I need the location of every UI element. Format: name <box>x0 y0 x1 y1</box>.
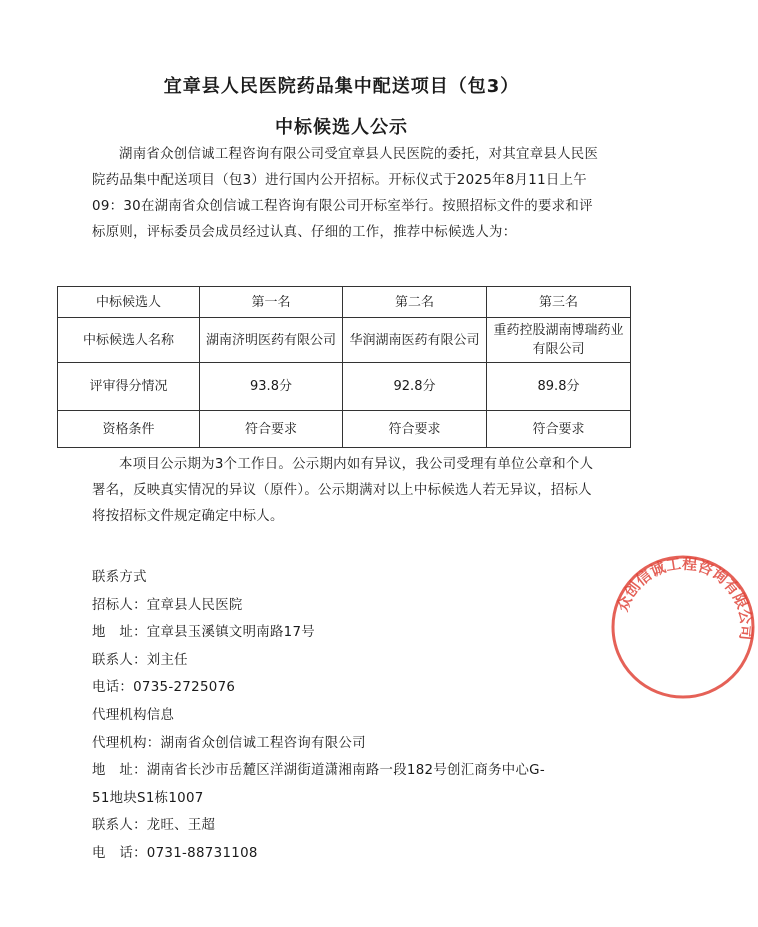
table-cell: 重药控股湖南博瑞药业有限公司 <box>487 318 631 363</box>
table-row <box>58 411 631 448</box>
table-cell: 中标候选人名称 <box>58 318 200 363</box>
table-row <box>58 363 631 411</box>
tenderer-address: 地 址：宜章县玉溪镇文明南路17号 <box>92 625 315 641</box>
table-cell: 89.8分 <box>487 363 631 411</box>
table-header-cell: 第一名 <box>200 287 343 318</box>
table-cell: 92.8分 <box>343 363 487 411</box>
table-cell: 资格条件 <box>58 411 200 448</box>
tenderer-contact-person: 联系人：刘主任 <box>92 652 188 668</box>
agency-contact-person: 联系人：龙旺、王超 <box>92 818 216 834</box>
table-cell: 评审得分情况 <box>58 363 200 411</box>
table-cell: 华润湖南医药有限公司 <box>343 318 487 363</box>
svg-text:众创信诚工程咨询有限公司: 众创信诚工程咨询有限公司 <box>613 554 756 641</box>
agency-address-line1: 地 址：湖南省长沙市岳麓区洋湖街道潇湘南路一段182号创汇商务中心G- <box>92 763 545 779</box>
table-row <box>58 318 631 363</box>
table-header-row <box>58 287 631 318</box>
table-header-cell: 第二名 <box>343 287 487 318</box>
document-subtitle: 中标候选人公示 <box>275 117 408 138</box>
document-title: 宜章县人民医院药品集中配送项目（包3） <box>163 76 520 97</box>
contact-section <box>92 564 612 868</box>
table-cell: 湖南济明医药有限公司 <box>200 318 343 363</box>
agency-line: 代理机构：湖南省众创信诚工程咨询有限公司 <box>92 735 366 751</box>
table-header-cell: 中标候选人 <box>58 287 200 318</box>
table-header-cell: 第三名 <box>487 287 631 318</box>
candidate-table <box>57 286 631 448</box>
contact-section-title: 联系方式 <box>92 570 147 585</box>
table-cell: 符合要求 <box>200 411 343 448</box>
agency-phone: 电 话：0731-88731108 <box>92 845 258 861</box>
intro-text: 湖南省众创信诚工程咨询有限公司受宜章县人民医院的委托，对其宜章县人民医院药品集中配送项目（包3）进行国内公开招标。开标仪式于2025年8月11日上午09：30在湖南省众创信诚工程咨询有限公司开标室举行。按照招标文件的要求和评标原则，评标委员会成员经过认真、仔细的工作，推荐中标候选人为： <box>92 147 599 240</box>
table-cell: 符合要求 <box>487 411 631 448</box>
tenderer-phone: 电话：0735-2725076 <box>92 680 236 696</box>
table-cell: 符合要求 <box>343 411 487 448</box>
tenderer-line: 招标人：宜章县人民医院 <box>92 597 243 613</box>
company-seal-stamp <box>608 552 758 702</box>
notice-text: 本项目公示期为3个工作日。公示期内如有异议，我公司受理有单位公章和个人署名，反映真实情况的异议（原件）。公示期满对以上中标候选人若无异议，招标人将按招标文件规定确定中标人。 <box>92 457 594 524</box>
intro-paragraph <box>92 142 602 246</box>
agency-address-line2: 51地块S1栋1007 <box>92 790 204 806</box>
table-cell: 93.8分 <box>200 363 343 411</box>
notice-paragraph <box>92 452 602 530</box>
agency-section-title: 代理机构信息 <box>92 707 175 723</box>
